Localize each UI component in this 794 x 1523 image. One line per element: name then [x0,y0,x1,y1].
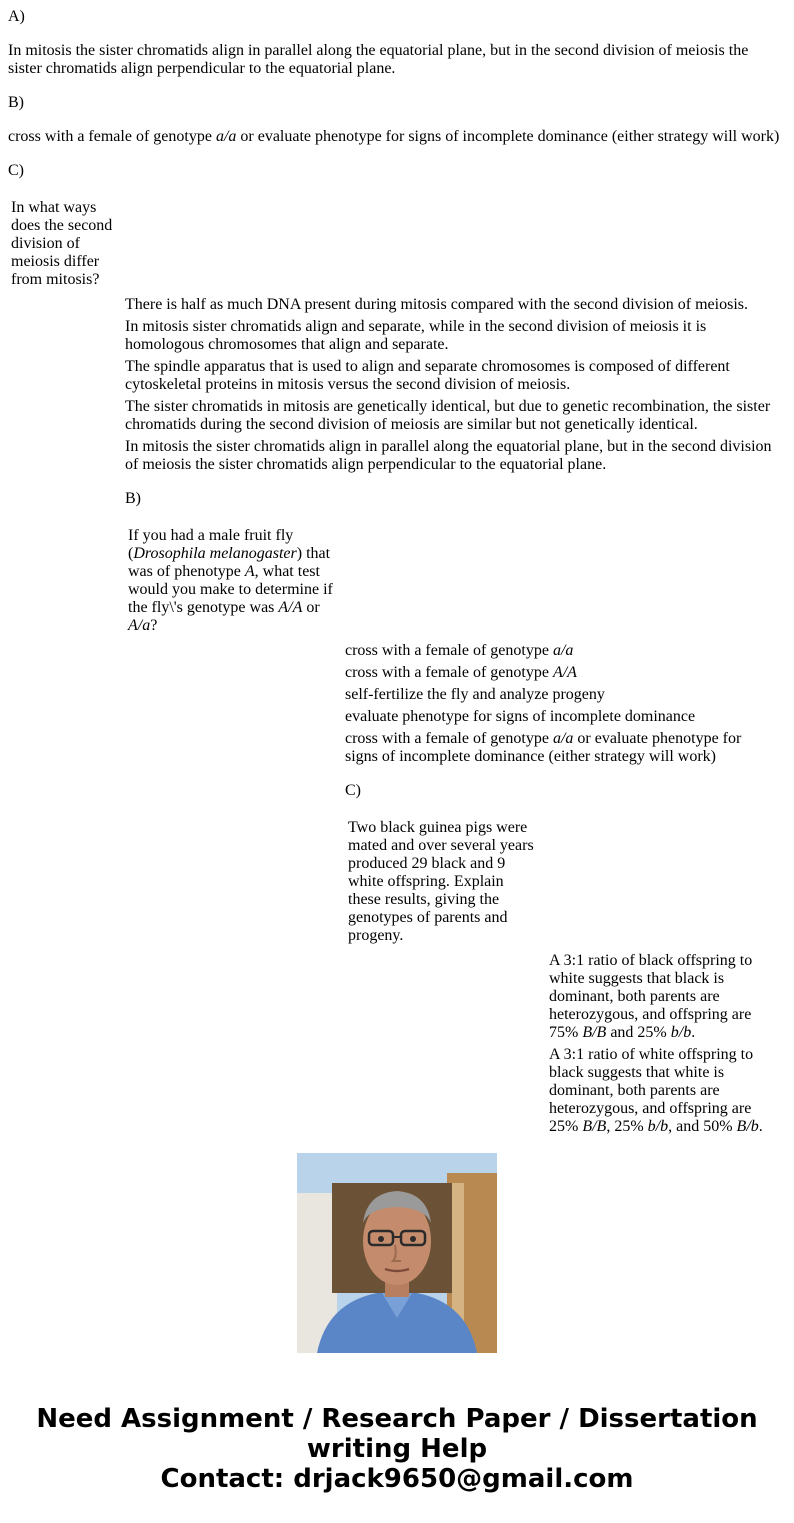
question1-option-4: The sister chromatids in mitosis are genetically identical, but due to genetic recombination, the sister chromatids during the second division of meiosis are similar but not genetically identical. [125,398,771,433]
question3-prompt: Two black guinea pigs were mated and over several years produced 29 black and 9 white offspring. Explain these results, giving the genotypes of parents and progeny. [348,819,534,944]
answer-b-label: B) [8,94,24,111]
question1-prompt: In what ways does the second division of meiosis differ from mitosis? [11,199,113,288]
question3-option-1: A 3:1 ratio of black offspring to white suggests that black is dominant, both parents are heterozygous, and offspring are 75% B/B and 25% b/b. [549,952,753,1041]
question3-option-2: A 3:1 ratio of white offspring to black suggests that white is dominant, both parents are heterozygous, and offspring are 25% B/B, 25% b/b, and 50% B/b. [549,1046,763,1135]
question2-option-3: self-fertilize the fly and analyze progeny [345,686,605,703]
footer-contact-email: Contact: drjack9650@gmail.com [160,1464,634,1494]
question1-next-label: B) [125,490,141,507]
question1-option-3: The spindle apparatus that is used to align and separate chromosomes is composed of different cytoskeletal proteins in mitosis versus the second division of meiosis. [125,358,730,393]
footer-line-1: Need Assignment / Research Paper / Dissertation [36,1404,758,1434]
answer-a-text: In mitosis the sister chromatids align in parallel along the equatorial plane, but in the second division of meiosis the sister chromatids align perpendicular to the equatorial plane. [8,42,749,77]
author-avatar [297,1153,497,1353]
footer-contact-banner [0,1404,794,1494]
answer-c-label: C) [8,162,24,179]
person-portrait-icon [297,1153,497,1353]
answer-a-label: A) [8,8,25,25]
footer-line-2: writing Help [306,1434,488,1464]
question2-prompt: If you had a male fruit fly (Drosophila melanogaster) that was of phenotype A, what test would you make to determine if the fly\'s genotype was A/A or A/a? [128,527,333,634]
question2-option-4: evaluate phenotype for signs of incomplete dominance [345,708,696,725]
question1-option-1: There is half as much DNA present during mitosis compared with the second division of meiosis. [125,296,748,313]
question1-option-2: In mitosis sister chromatids align and separate, while in the second division of meiosis it is homologous chromosomes that align and separate. [125,318,707,353]
question2-option-2: cross with a female of genotype A/A [345,664,577,681]
question2-option-1: cross with a female of genotype a/a [345,642,574,659]
question1-option-5: In mitosis the sister chromatids align in parallel along the equatorial plane, but in the second division of meiosis the sister chromatids align perpendicular to the equatorial plane. [125,438,772,473]
question2-next-label: C) [345,782,361,799]
question2-option-5: cross with a female of genotype a/a or evaluate phenotype for signs of incomplete dominance (either strategy will work) [345,730,742,765]
answer-b-text: cross with a female of genotype a/a or evaluate phenotype for signs of incomplete dominance (either strategy will work) [8,128,780,145]
